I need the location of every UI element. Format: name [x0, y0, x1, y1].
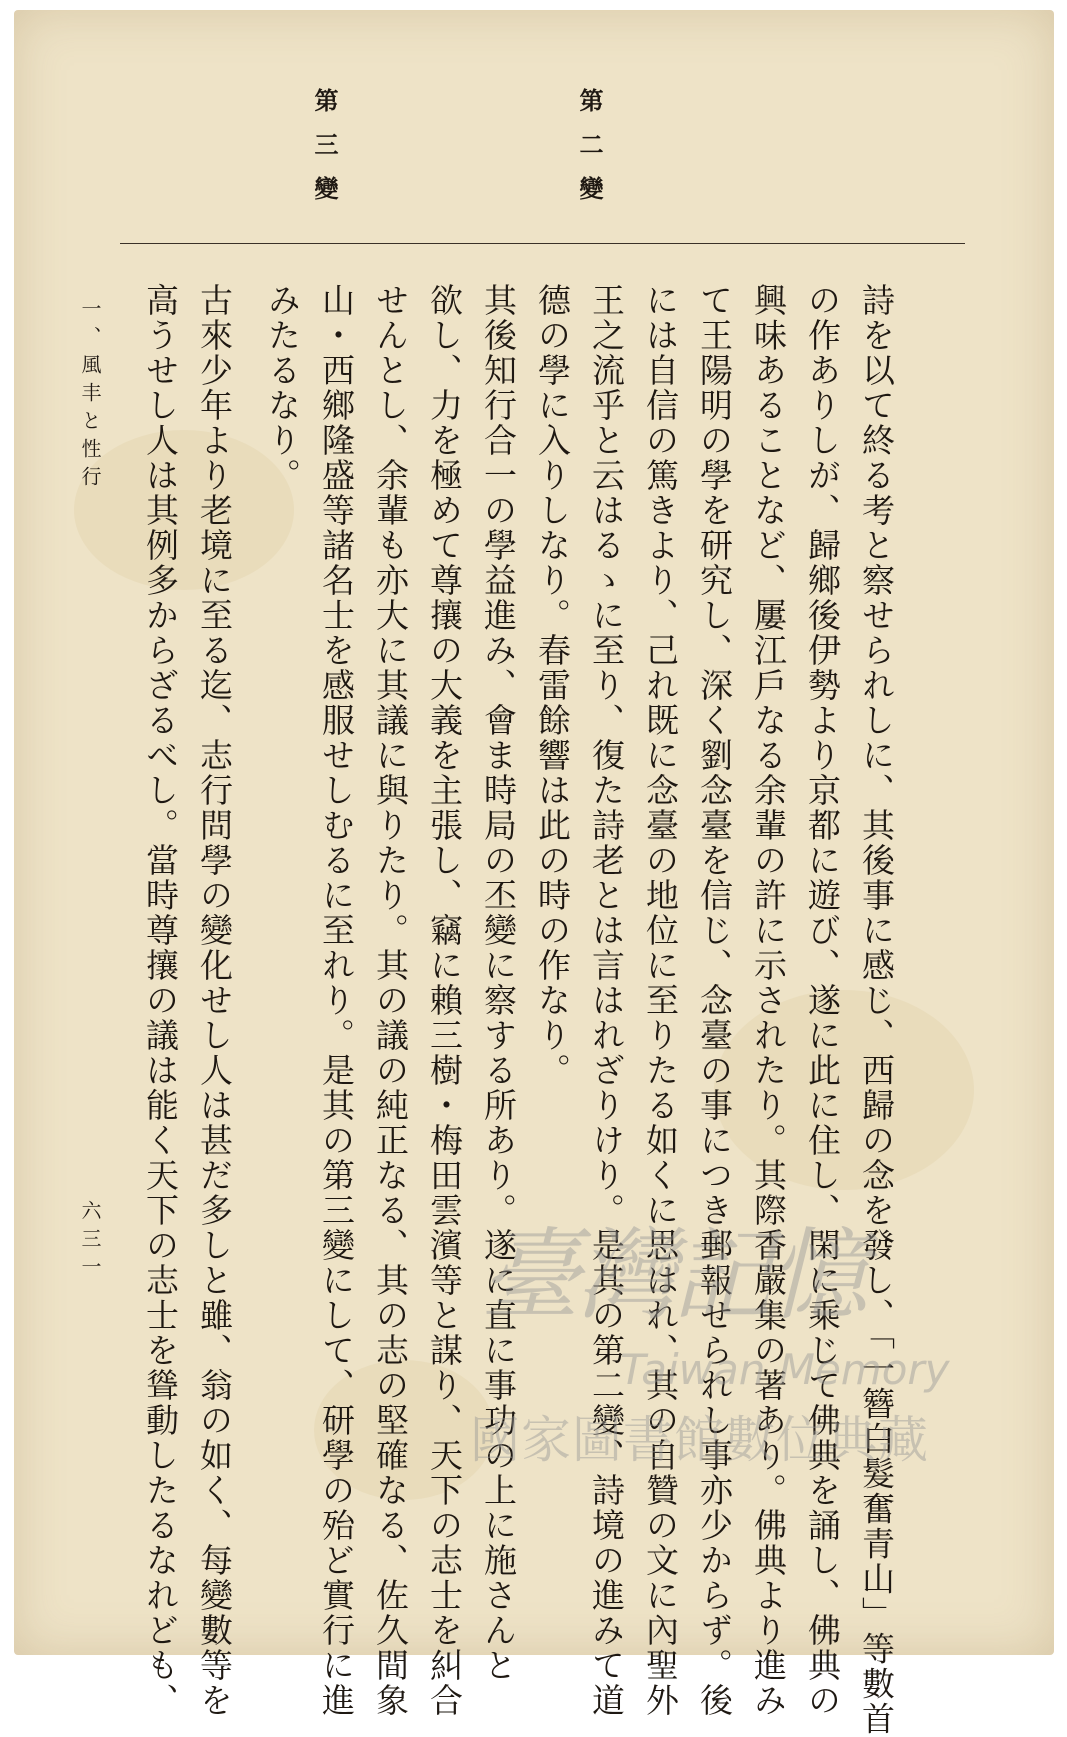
body-line: 古來少年より老境に至る迄、志行問學の變化せし人は甚だ多しと雖、翁の如く、每變數等を	[195, 283, 234, 1718]
page-number: 六三一	[78, 1200, 102, 1284]
body-line: みたるなり。	[263, 283, 302, 493]
section-heading-third: 第三變	[310, 88, 339, 220]
watermark-latin: Taiwan Memory	[620, 1345, 950, 1394]
chapter-title: 一、風丰と性行	[78, 298, 102, 494]
body-line: 德の學に入りしなり。春雷餘響は此の時の作なり。	[533, 283, 572, 1088]
body-line: 其後知行合一の學益進み、會ま時局の丕變に察する所あり。遂に直に事功の上に施さんと	[479, 283, 518, 1683]
section-heading-second: 第二變	[575, 88, 604, 220]
body-line: の作ありしが、歸鄉後伊勢より京都に遊び、遂に此に住し、閑に乘じて佛典を誦し、佛典の	[803, 283, 842, 1718]
watermark-logo: 臺灣記憶	[480, 1217, 864, 1334]
header-divider	[120, 243, 965, 244]
body-line: 興味あることなど、屢江戶なる余輩の許に示されたり。其際香嚴集の著あり。佛典より進み	[749, 283, 788, 1718]
body-line: て王陽明の學を研究し、深く劉念臺を信じ、念臺の事につき郵報せられし事亦少からず。後	[695, 283, 734, 1718]
body-line: 高うせし人は其例多からざるべし。當時尊攘の議は能く天下の志士を聳動したるなれども、	[141, 283, 180, 1718]
body-line: 山・西鄉隆盛等諸名士を感服せしむるに至れり。是其の第三變にして、研學の殆ど實行に進	[317, 283, 356, 1718]
body-line: 王之流乎と云はるゝに至り、復た詩老とは言はれざりけり。是其の第二變、詩境の進みて道	[587, 283, 626, 1718]
body-line: 欲し、力を極めて尊攘の大義を主張し、竊に賴三樹・梅田雲濱等と謀り、天下の志士を糾合	[425, 283, 464, 1718]
watermark-library-name: 國家圖書館數位典藏	[470, 1411, 929, 1469]
body-line: 詩を以て終る考と察せられしに、其後事に感じ、西歸の念を發し、「一簪白髮奮青山」等數首	[857, 283, 896, 1737]
body-line: せんとし、余輩も亦大に其議に與りたり。其の議の純正なる、其の志の堅確なる、佐久間象	[371, 283, 410, 1718]
body-line: には自信の篤きより、己れ既に念臺の地位に至りたる如くに思はれ、其の自贊の文に內聖外	[641, 283, 680, 1718]
